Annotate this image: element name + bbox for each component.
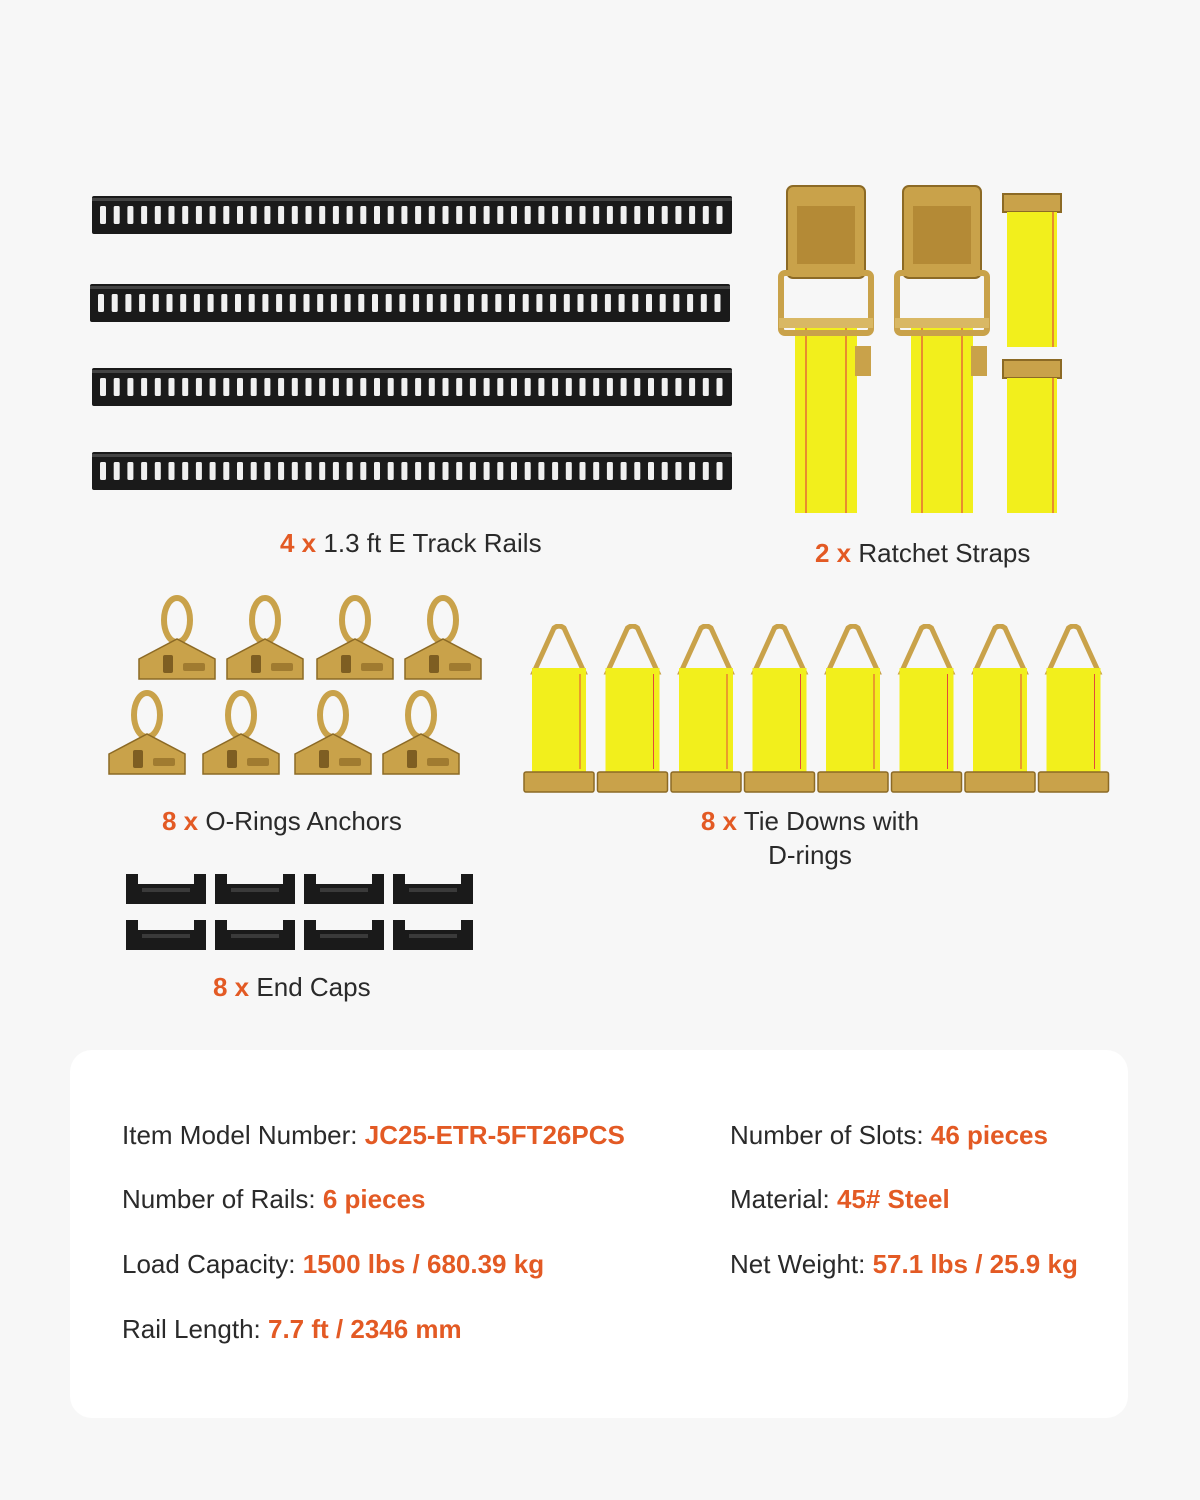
spec-value: 45# Steel	[836, 1184, 950, 1214]
ratchet-end-strap-2	[1003, 360, 1061, 513]
ratchet-strap-1	[779, 186, 873, 513]
spec-value: JC25-ETR-5FT26PCS	[364, 1120, 625, 1150]
spec-number-of-slots	[730, 1120, 1048, 1151]
ratchet-straps-graphic	[775, 178, 1085, 518]
spec-label: Number of Slots:	[730, 1120, 924, 1150]
e-track-rail	[92, 196, 732, 234]
e-track-rails-image	[90, 196, 735, 496]
e-track-rail	[90, 284, 730, 322]
end-cap	[126, 874, 206, 904]
ratchet-straps-caption	[815, 538, 1030, 569]
e-track-rail	[92, 452, 732, 490]
spec-rail-length	[122, 1314, 462, 1345]
spec-label: Number of Rails:	[122, 1184, 316, 1214]
tie-down-d-ring	[598, 626, 668, 792]
tie-down-d-ring	[745, 626, 815, 792]
spec-value: 46 pieces	[930, 1120, 1048, 1150]
o-rings-caption	[162, 806, 402, 837]
end-caps-name: End Caps	[256, 972, 371, 1002]
o-ring-anchor	[139, 598, 215, 679]
tie-down-d-ring	[1039, 626, 1109, 792]
tie-downs-qty: 8 x	[700, 806, 738, 836]
specifications-card	[70, 1050, 1128, 1418]
end-caps-graphic	[124, 872, 476, 954]
rails-qty: 4 x	[280, 528, 317, 558]
tie-down-d-ring	[965, 626, 1035, 792]
spec-label: Material:	[730, 1184, 830, 1214]
spec-label: Net Weight:	[730, 1249, 866, 1279]
spec-number-of-rails	[122, 1184, 426, 1215]
end-caps-image	[124, 872, 476, 954]
end-caps-caption	[213, 972, 371, 1003]
o-ring-anchor	[405, 598, 481, 679]
spec-value: 1500 lbs / 680.39 kg	[302, 1249, 545, 1279]
spec-value: 57.1 lbs / 25.9 kg	[872, 1249, 1078, 1279]
end-cap	[215, 920, 295, 950]
tie-down-d-ring	[524, 626, 594, 792]
spec-material	[730, 1184, 950, 1215]
ratchet-strap-2	[895, 186, 989, 513]
o-ring-anchors-image	[105, 595, 495, 795]
spec-label: Load Capacity:	[122, 1249, 296, 1279]
ratchet-straps-image	[775, 178, 1085, 518]
spec-label: Item Model Number:	[122, 1120, 358, 1150]
e-track-rail	[92, 368, 732, 406]
o-rings-name: O-Rings Anchors	[205, 806, 402, 836]
e-track-rails-graphic	[90, 196, 735, 496]
end-cap	[304, 874, 384, 904]
o-ring-anchors-graphic	[105, 595, 495, 795]
rails-caption	[280, 528, 542, 559]
tie-downs-caption	[660, 806, 960, 871]
spec-model-number	[122, 1120, 625, 1151]
end-cap	[393, 874, 473, 904]
tie-downs-graphic	[522, 624, 1112, 799]
tie-downs-name-line2: D-rings	[768, 840, 852, 870]
o-ring-anchor	[203, 693, 279, 774]
spec-load-capacity	[122, 1249, 544, 1280]
end-cap	[393, 920, 473, 950]
spec-label: Rail Length:	[122, 1314, 261, 1344]
o-ring-anchor	[109, 693, 185, 774]
o-ring-anchor	[227, 598, 303, 679]
ratchet-straps-name: Ratchet Straps	[858, 538, 1031, 568]
tie-down-d-ring	[818, 626, 888, 792]
o-ring-anchor	[295, 693, 371, 774]
end-caps-qty: 8 x	[213, 972, 250, 1002]
end-cap	[126, 920, 206, 950]
end-cap	[304, 920, 384, 950]
tie-down-d-ring	[671, 626, 741, 792]
rails-name: 1.3 ft E Track Rails	[323, 528, 542, 558]
o-rings-qty: 8 x	[162, 806, 199, 836]
spec-value: 6 pieces	[322, 1184, 426, 1214]
tie-down-d-ring	[892, 626, 962, 792]
tie-downs-image	[522, 624, 1112, 799]
o-ring-anchor	[383, 693, 459, 774]
end-cap	[215, 874, 295, 904]
o-ring-anchor	[317, 598, 393, 679]
ratchet-end-strap-1	[1003, 194, 1061, 347]
spec-value: 7.7 ft / 2346 mm	[268, 1314, 462, 1344]
ratchet-straps-qty: 2 x	[815, 538, 852, 568]
tie-downs-name: Tie Downs with	[743, 806, 920, 836]
spec-net-weight	[730, 1249, 1078, 1280]
